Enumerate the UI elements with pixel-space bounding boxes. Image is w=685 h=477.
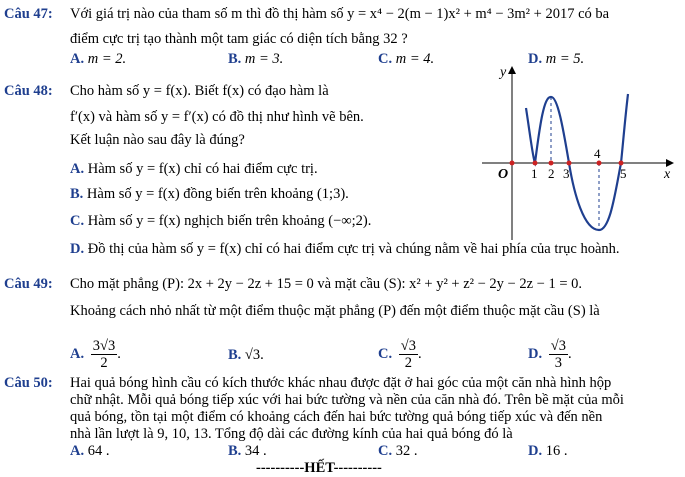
q47-option-d[interactable]: D. m = 5. [528, 51, 585, 67]
question-48-text-line1: Cho hàm số y = f(x). Biết f(x) có đạo hàm là [70, 83, 329, 99]
q48-option-d[interactable]: D. Đồ thị của hàm số y = f(x) chỉ có hai điểm cực trị và chúng nằm về hai phía của trục hoành. [70, 241, 620, 257]
point-x4 [597, 161, 602, 166]
point-x3 [567, 161, 572, 166]
q50-option-a[interactable]: A. 64 . [70, 443, 110, 459]
tick-5: 5 [620, 166, 627, 181]
question-48-text-line3: Kết luận nào sau đây là đúng? [70, 132, 245, 148]
origin-label: O [498, 167, 509, 182]
derivative-curve [526, 94, 628, 230]
tick-4: 4 [594, 146, 601, 161]
question-50-text-line3: quả bóng, tồn tại một điểm có khoảng cách đến hai bức tường quả bóng tiếp xúc và đến nền [70, 409, 603, 425]
q48-option-a[interactable]: A. Hàm số y = f(x) chỉ có hai điểm cực trị. [70, 161, 318, 177]
q50-option-b[interactable]: B. 34 . [228, 443, 267, 459]
tick-3: 3 [563, 166, 570, 181]
q48-option-c[interactable]: C. Hàm số y = f(x) nghịch biến trên khoảng (−∞;2). [70, 213, 372, 229]
q48-option-b[interactable]: B. Hàm số y = f(x) đồng biến trên khoảng (1;3). [70, 186, 349, 202]
q50-option-c[interactable]: C. 32 . [378, 443, 418, 459]
fraction: $\frac{√3}{2}$ [400, 338, 416, 371]
question-49-label: Câu 49: [4, 276, 53, 292]
end-marker: ----------HẾT---------- [256, 460, 382, 476]
q47-option-a[interactable]: A. m = 2. [70, 51, 127, 67]
q49-option-d[interactable]: D. $\frac{√3}{3}$ . [528, 338, 572, 371]
q47-option-b[interactable]: B. m = 3. [228, 51, 284, 67]
question-48-text-line2: f′(x) và hàm số y = f′(x) có đồ thị như hình vẽ bên. [70, 109, 364, 125]
tick-1: 1 [531, 166, 538, 181]
question-50-text-line1: Hai quả bóng hình cầu có kích thước khác nhau được đặt ở hai góc của một căn nhà hình hộp [70, 375, 612, 391]
fraction: $\frac{√3}{3}$ [550, 338, 566, 371]
q49-option-b[interactable]: B. √3. [228, 347, 264, 363]
question-50-text-line2: chữ nhật. Mỗi quả bóng tiếp xúc với hai bức tường và nền của căn nhà đó. Trên bề mặt của mỗi [70, 392, 624, 408]
fraction: $\frac{3√3}{2}$ [92, 338, 116, 371]
point-origin [510, 161, 515, 166]
q47-option-c[interactable]: C. m = 4. [378, 51, 435, 67]
tick-2: 2 [548, 166, 555, 181]
y-axis-label: y [500, 65, 507, 80]
q50-option-d[interactable]: D. 16 . [528, 443, 568, 459]
derivative-graph [478, 64, 678, 242]
x-axis-label: x [664, 167, 671, 182]
question-47-text-line2: điểm cực trị tạo thành một tam giác có diện tích bằng 32 ? [70, 31, 408, 47]
q49-option-c[interactable]: C. $\frac{√3}{2}$ . [378, 338, 422, 371]
question-50-label: Câu 50: [4, 375, 53, 391]
point-x1 [533, 161, 538, 166]
question-49-text-line1: Cho mặt phẳng (P): 2x + 2y − 2z + 15 = 0 và mặt cầu (S): x² + y² + z² − 2y − 2z − 1 = 0. [70, 276, 583, 292]
q49-option-a[interactable]: A. $\frac{3√3}{2}$ . [70, 338, 121, 371]
question-49-text-line2: Khoảng cách nhỏ nhất từ một điểm thuộc mặt phẳng (P) đến một điểm thuộc mặt cầu (S) là [70, 303, 600, 319]
question-48-label: Câu 48: [4, 83, 53, 99]
point-x2 [549, 161, 554, 166]
question-50-text-line4: nhà lần lượt là 9, 10, 13. Tổng độ dài các đường kính của hai quả bóng đó là [70, 426, 513, 442]
question-47-text-line1: Với giá trị nào của tham số m thì đồ thị hàm số y = x⁴ − 2(m − 1)x² + m⁴ − 3m² + 2017 có ba [70, 6, 610, 22]
point-x5 [619, 161, 624, 166]
question-47-label: Câu 47: [4, 6, 53, 22]
